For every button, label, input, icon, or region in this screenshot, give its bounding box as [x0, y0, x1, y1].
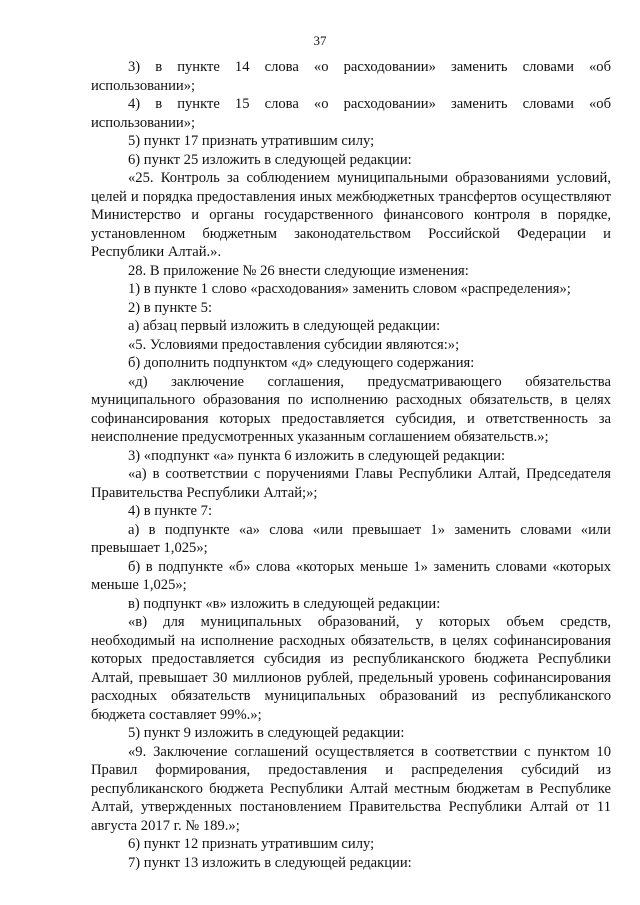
- page-number: 37: [313, 33, 327, 48]
- paragraph: 28. В приложение № 26 внести следующие изменения:: [128, 262, 469, 279]
- paragraph: а) абзац первый изложить в следующей редакции:: [128, 318, 441, 334]
- paragraph: 3) в пункте 14 слова «о расходовании» заменить словами «об использовании»;: [91, 59, 611, 94]
- paragraph: б) в подпункте «б» слова «которых меньше 1» заменить словами «которых меньше 1,025»;: [91, 558, 611, 593]
- document-body: [91, 58, 611, 872]
- paragraph: «д) заключение соглашения, предусматривающего обязательства муниципального образования по исполнению расходных обязательств, в целях софинансирования которых предоставляется субсидия, и ответственность за неисполнение предусмотренных указанным соглашением обязательств.»;: [91, 373, 611, 445]
- paragraph: 1) в пункте 1 слово «расходования» заменить словом «распределения»;: [128, 281, 571, 297]
- paragraph: а) в подпункте «а» слова «или превышает 1» заменить словами «или превышает 1,025»;: [91, 521, 611, 556]
- paragraph: 3) «подпункт «а» пункта 6 изложить в следующей редакции:: [128, 447, 506, 464]
- paragraph: 6) пункт 25 изложить в следующей редакции:: [128, 151, 412, 168]
- paragraph: б) дополнить подпунктом «д» следующего содержания:: [128, 355, 475, 371]
- paragraph: «9. Заключение соглашений осуществляется в соответствии с пунктом 10 Правил формирования, предоставления и распределения субсидий из республиканского бюджета Республики Алтай местным бюджетам в Республике Алтай, утвержденных постановлением Правительства Республики Алтай от 11 августа 2017 г. № 189.»;: [91, 743, 611, 834]
- paragraph: «25. Контроль за соблюдением муниципальными образованиями условий, целей и порядка предоставления иных межбюджетных трансфертов осуществляют Министерство и органы государственного финансового контроля в порядке, установленном бюджетным законодательством Российской Федерации и Республики Алтай.».: [91, 170, 611, 260]
- paragraph: «5. Условиями предоставления субсидии являются:»;: [128, 336, 460, 353]
- paragraph: 7) пункт 13 изложить в следующей редакции:: [128, 854, 412, 871]
- paragraph: 5) пункт 9 изложить в следующей редакции:: [128, 725, 405, 741]
- paragraph: 4) в пункте 15 слова «о расходовании» заменить словами «об использовании»;: [91, 96, 611, 131]
- paragraph: 6) пункт 12 признать утратившим силу;: [128, 836, 375, 852]
- paragraph: 5) пункт 17 признать утратившим силу;: [128, 133, 375, 149]
- paragraph: «а) в соответствии с поручениями Главы Республики Алтай, Председателя Правительства Республики Алтай;»;: [91, 466, 611, 501]
- paragraph: 2) в пункте 5:: [128, 299, 213, 316]
- paragraph: 4) в пункте 7:: [128, 503, 213, 519]
- paragraph: «в) для муниципальных образований, у которых объем средств, необходимый на исполнение расходных обязательств, в целях софинансирования которых предоставляется субсидия из республиканского бюджета Республики Алтай, превышает 30 миллионов рублей, предельный уровень софинансирования расходных обязательств муниципальных образований из республиканского бюджета составляет 99%.»;: [91, 614, 611, 723]
- paragraph: в) подпункт «в» изложить в следующей редакции:: [128, 595, 441, 612]
